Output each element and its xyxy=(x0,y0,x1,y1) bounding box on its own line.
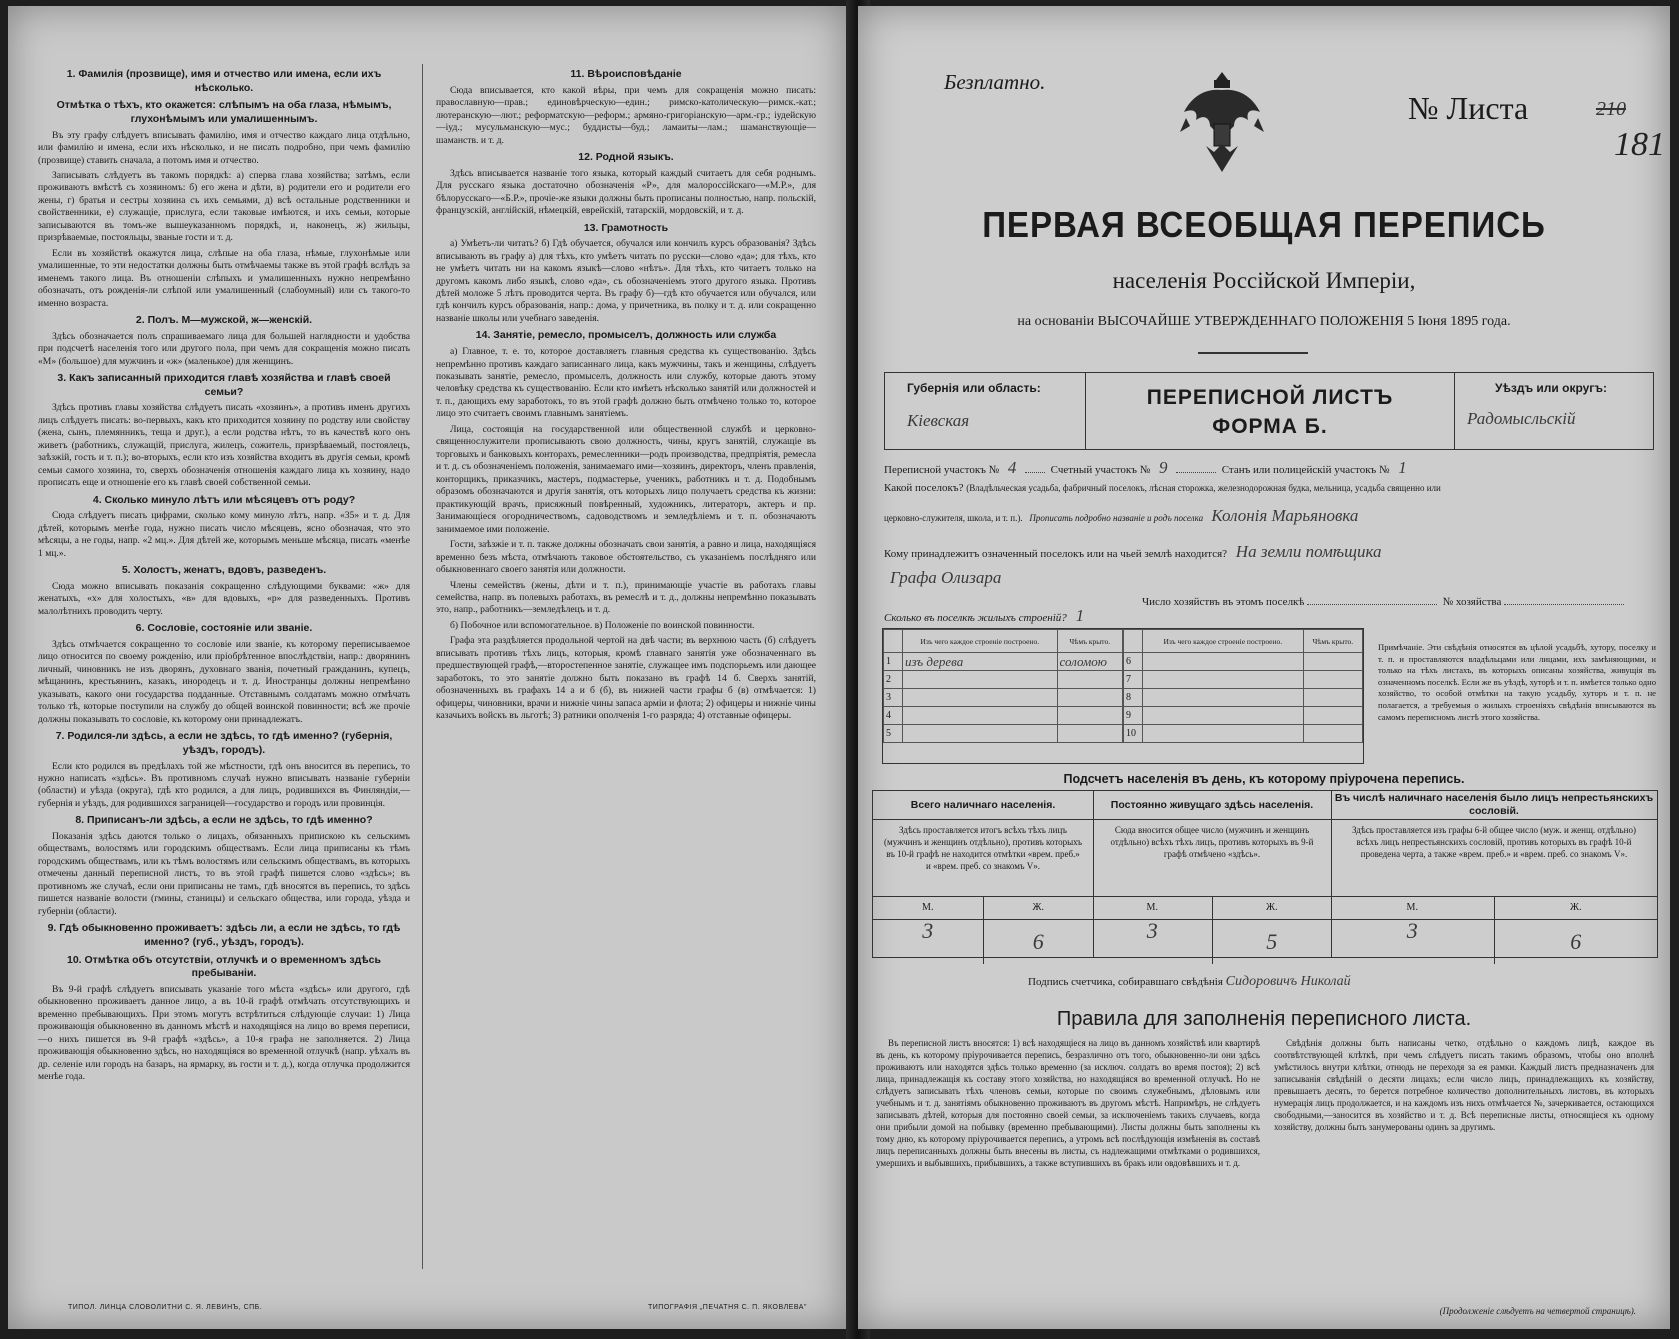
bld-row-num: 3 xyxy=(884,689,903,707)
bld-head-roof: Чѣмъ крыто. xyxy=(1057,630,1123,653)
instruction-paragraph: Если въ хозяйствѣ окажутся лица, слѣпые на оба глаза, нѣмые, глухонѣмые или умалишенные, то эти недостатки должны быть отмѣчаемы также въ этой графѣ вслѣдъ за именемъ такого лица. Въ отношеніи слѣпыхъ и умалишенныхъ нужно непремѣнно обозначать, отъ рожденія-ли слѣпой или умалишенный (слабоумный) или съ такого-то именно возраста. xyxy=(38,247,410,309)
bld-row1-roof: соломою xyxy=(1057,653,1123,671)
instruction-heading: 1. Фамилія (прозвище), имя и отчество или имена, если ихъ нѣсколько. xyxy=(66,68,382,94)
instruction-paragraph: Гости, заѣзжіе и т. п. также должны обозначать свои занятія, а равно и лица, находящіяся временно безъ мѣста, отмѣчають таковое обстоятельство, съ указаніемъ послѣдняго или обыкновеннаго своего занятія или должности. xyxy=(436,539,816,576)
stan-label: Станъ или полицейскій участокъ № xyxy=(1221,464,1390,476)
census-section-value: 4 xyxy=(1007,458,1017,477)
settlement-line-1 xyxy=(884,482,1441,494)
instruction-paragraph: Сюда слѣдуетъ писать цифрами, сколько кому минуло лѣтъ, напр. «35» и т. д. Для дѣтей, которымъ менѣе года, нужно писать число мѣсяцевъ, ясно обозначая, что это мѣсяцы, а не годы, напр. «2 мц.». Для дѣтей же, которымъ меньше мѣсяца, писать «менѣе 1 мц.». xyxy=(38,510,410,559)
instruction-heading: 3. Какъ записанный приходится главѣ хозяйства и главѣ своей семьи? xyxy=(57,372,391,398)
instruction-paragraph: Здѣсь вписывается названіе того языка, который каждый считаетъ для себя роднымъ. Для русскаго языка достаточно обозначенія «Р», для малороссійскаго—«М.Р.», для бѣлорусскаго—«Б.Р.», прочіе-же языки должны быть прописаны полностью, напр. польскій, французскій, англійскій, нѣмецкій, еврейскій, татарскій, мордовскій, и т. д. xyxy=(436,167,816,217)
count-section-label: Счетный участокъ № xyxy=(1050,464,1151,476)
buildings-line xyxy=(884,606,1090,626)
enumerator-signature-line xyxy=(1028,974,1351,990)
instruction-heading: 12. Родной языкъ. xyxy=(578,150,674,163)
bld-row-num: 1 xyxy=(884,653,903,671)
sections-line xyxy=(884,458,1413,478)
buildings-table xyxy=(882,628,1364,764)
instruction-heading: 8. Приписанъ-ли здѣсь, а если не здѣсь, то гдѣ именно? xyxy=(75,814,373,827)
settlement-hint-1: (Владѣльческая усадьба, фабричный поселокъ, лѣсная сторожка, железнодорожная будка, мельница, усадьба священно или xyxy=(966,483,1441,493)
header-boxes xyxy=(884,372,1654,450)
female-label: Ж. xyxy=(1570,902,1582,913)
instruction-paragraph: Въ эту графу слѣдуетъ вписывать фамилію, имя и отчество каждаго лица отдѣльно, или фамилію и имена, если ихъ нѣсколько, и не писать подробно, при чемъ фамилію (прозвище) ставить сначала, а потомъ имя и отчество. xyxy=(38,129,410,166)
buildings-table-right xyxy=(1123,629,1363,763)
instruction-paragraph: а) Умѣетъ-ли читать? б) Гдѣ обучается, обучался или кончилъ курсъ образованія? Здѣсь вписывають въ графу а) для тѣхъ, кто умѣетъ читать по русски—слово «да»; для тѣхъ, кто не умѣетъ читать ни на какомъ языкѣ—слово «нѣтъ». Для тѣхъ, кто читаетъ только на другомъ какомъ либо языкѣ, слово «да», съ обозначеніемъ этого другого языка. Противъ дѣтей моложе 5 лѣтъ проводится черта. Въ графу б)—гдѣ кто обучается или обучался, или гдѣ кончилъ курсъ образованія, напр.: дома, у причетника, въ полку и т. д. или сокращенно названіе школы или учебнаго заведенія. xyxy=(436,238,816,324)
bld-head-roof-2: Чѣмъ крыто. xyxy=(1303,630,1362,653)
settlement-line-2 xyxy=(884,506,1364,526)
instruction-paragraph: Члены семействъ (жены, дѣти и т. п.), принимающіе участіе въ работахъ главы семейства, напр. въ полевыхъ работахъ, въ ремеслѣ и т. д., должны непремѣнно показывать это, напр., работникъ—земледѣлецъ и т. д. xyxy=(436,579,816,616)
district-label: Уѣздъ или округъ: xyxy=(1495,381,1608,395)
settlement-hint-2: церковно-служителя, школа, и т. п.). xyxy=(884,513,1023,523)
households-line xyxy=(1142,596,1624,608)
form-title-line-2: ФОРМА Б. xyxy=(1212,415,1328,439)
buildings-value: 1 xyxy=(1075,606,1085,625)
instruction-paragraph: Если кто родился въ предѣлахъ той же мѣстности, гдѣ онъ вносится въ перепись, то нужно написать «здѣсь». Въ противномъ случаѣ нужно вписывать названіе губерніи (области) и уѣзда (округа), гдѣ кто родился, а для лицъ, родившихся въ Финляндіи,—губернія и уѣздъ, для родившихся заграницей—государство и городъ или провинція. xyxy=(38,760,410,809)
buildings-note: Примѣчаніе. Эти свѣдѣнія относятся въ цѣлой усадьбѣ, хутору, поселку и т. п. и проставляются владѣльцами или лицами, ихъ замѣняющими, и только на тѣхъ листахъ, въ которыхъ описаны хозяйства, живущія въ означенномъ поселкѣ. Если же въ уѣздѣ, хуторѣ и т. п. имѣется только одно хозяйство, то особой отмѣтки на такую усадьбу, хуторъ и т. п. не полагается, а требуемыя о жилыхъ строеніяхъ свѣдѣнія вписываются въ самомъ переписномъ листѣ этого хозяйства. xyxy=(1378,642,1656,722)
bld-row-num: 10 xyxy=(1124,725,1143,743)
owner-value: На земли помѣщика xyxy=(1235,542,1382,561)
count-col-desc: Здѣсь проставляется изъ графы 6-й общее число (муж. и женщ. отдѣльно) всѣхъ лицъ непрестьянскихъ сословій, противъ которыхъ въ графѣ 10-й проведена черта, а также «врем. преб.» и «врем. преб. со знакомъ V». xyxy=(1331,820,1657,897)
free-label: Безплатно. xyxy=(944,70,1046,94)
count-col-head: Въ числѣ наличнаго населенія было лицъ непрестьянскихъ сословій. xyxy=(1331,791,1657,820)
rules-title: Правила для заполненія переписного листа. xyxy=(1056,1008,1472,1030)
count-col-permanent xyxy=(1093,791,1332,957)
census-title: ПЕРВАЯ ВСЕОБЩАЯ ПЕРЕПИСЬ xyxy=(982,204,1546,245)
count-col-desc: Сюда вносится общее число (мужчинъ и женщинъ отдѣльно) всѣхъ тѣхъ лицъ, противъ которыхъ въ 9-й графѣ отмѣчено «здѣсь». xyxy=(1093,820,1331,897)
female-label: Ж. xyxy=(1032,902,1044,913)
bld-row-num: 7 xyxy=(1124,671,1143,689)
female-label: Ж. xyxy=(1266,902,1278,913)
male-label: М. xyxy=(1331,897,1495,919)
female-value: 6 xyxy=(1032,929,1044,954)
male-value: 3 xyxy=(1331,920,1495,964)
right-page xyxy=(858,6,1670,1329)
count-section-value: 9 xyxy=(1158,458,1168,477)
district-box xyxy=(1454,373,1653,449)
household-no-label: № хозяйства xyxy=(1442,596,1502,608)
instruction-paragraph: Сюда можно вписывать показанія сокращенно слѣдующими буквами: «ж» для женатыхъ, «х» для холостыхъ, «в» для вдовыхъ, «р» для разведенныхъ. Противъ малолѣтнихъ проводить черту. xyxy=(38,580,410,617)
census-section-label: Переписной участокъ № xyxy=(884,464,1000,476)
signature-label: Подпись счетчика, собиравшаго свѣдѣнія xyxy=(1028,976,1223,988)
buildings-label: Сколько въ поселкѣ жилыхъ строеній? xyxy=(884,612,1067,624)
instruction-heading: 14. Занятіе, ремесло, промыселъ, должность или служба xyxy=(475,329,777,342)
continued-note: (Продолженіе слѣдуетъ на четвертой страницѣ). xyxy=(1439,1306,1636,1316)
instruction-heading: 11. Вѣроисповѣданіе xyxy=(570,68,682,80)
instruction-paragraph: а) Главное, т. е. то, которое доставляетъ главныя средства къ существованію. Здѣсь непремѣнно противъ каждаго записаннаго лица, какъ мужчины, такъ и женщины, слѣдуетъ показывать занятіе, ремесло, промыселъ, должность или службу, которые даютъ этому человѣку средства къ существованію. Если кто имѣетъ нѣсколько занятій или должностей и т. п., дающихъ ему заработокъ, то въ этой графѣ должно быть отмѣчено только то, которое лицо это считаетъ своимъ главнымъ занятіемъ. xyxy=(436,346,816,420)
double-headed-eagle-emblem xyxy=(1176,68,1268,180)
sheet-number-label: № Листа xyxy=(1408,90,1529,126)
bld-row-num: 2 xyxy=(884,671,903,689)
households-label: Число хозяйствъ въ этомъ поселкѣ xyxy=(1142,596,1305,608)
instruction-heading: 6. Сословіе, состояніе или званіе. xyxy=(135,622,313,635)
instruction-paragraph: Въ 9-й графѣ слѣдуетъ вписывать указаніе того мѣста «здѣсь» или другого, гдѣ обыкновенно проживаетъ данное лицо, а въ 10-й графѣ отмѣчать отсутствующихъ и временно пребывающихъ. При этомъ могутъ встрѣтиться слѣдующіе случаи: 1) Лица проживающія обыкновенно въ данномъ мѣстѣ и находящіяся на лицо во время переписи,—о нихъ пишется въ 9-й графѣ «здѣсь», а 10-я графа не заполняется. 2) Лица проживающія обыкновенно здѣсь, но находящіяся во временной отлучкѣ (напр. уѣхалъ въ др. селеніе или городъ на базаръ, на ярмарку, въ гости и т. д.), когда отлучка продолжится менѣе года. xyxy=(38,983,410,1083)
male-value: 3 xyxy=(1093,920,1213,964)
instruction-paragraph: Здѣсь противъ главы хозяйства слѣдуетъ писать «хозяинъ», а противъ именъ другихъ лицъ слѣдуетъ писать: во-первыхъ, какъ кто приходится хозяину по родству или свойству (жена, сынъ, племянникъ, теща и друг.), а если родства нѣтъ, то въ качествѣ кого онъ живетъ (работникъ, служащій, прислуга, жилецъ, сожитель, призрѣваемый, постоялецъ, заѣзжій, гость и т. п.); во-вторыхъ, если кто изъ хозяйства входитъ въ другія семьи, кромѣ семьи самого хозяина, то, сверхъ обозначенія отношенія каждаго лица къ хозяину, надо прописать еще и отношеніе его къ главѣ своей собственной семьи. xyxy=(38,402,410,489)
instruction-paragraph: Сюда вписывается, кто какой вѣры, при чемъ для сокращенія можно писать: православную—прав.; единовѣрческую—един.; римско-католическую—римск.-кат.; лютеранскую—лют.; реформатскую—реформ.; армяно-григоріанскую—арм.-гр.; іудейскую—іуд.; мусульманскую—мус.; буддисты—буд.; ламаиты—лам.; шаманствующіе—шаманств. и т. д. xyxy=(436,84,816,146)
district-value: Радомысльскій xyxy=(1467,409,1576,428)
instruction-heading: 4. Сколько минуло лѣтъ или мѣсяцевъ отъ роду? xyxy=(92,493,356,506)
instruction-heading: Отмѣтка о тѣхъ, кто окажется: слѣпымъ на оба глаза, нѣмымъ, глухонѣмымъ или умалишеннымъ. xyxy=(56,99,392,125)
settlement-value: Колонія Марьяновка xyxy=(1211,506,1359,525)
province-box xyxy=(885,373,1086,449)
bld-head-material-2: Изъ чего каждое строеніе построено. xyxy=(1143,630,1304,653)
count-col-head: Постоянно живущаго здѣсь населенія. xyxy=(1093,791,1331,820)
form-title-line-1: ПЕРЕПИСНОЙ ЛИСТЪ xyxy=(1146,386,1394,409)
male-value: 3 xyxy=(873,920,984,964)
instruction-paragraph: Здѣсь обозначается полъ спрашиваемаго лица для большей наглядности и удобства при подсчетѣ населенія того или другого пола, при чемъ для сокращенія можно писать «М» (большое) для мужчинъ и «ж» (маленькое) для женщинъ. xyxy=(38,330,410,367)
signature-value: Сидоровичъ Николай xyxy=(1225,974,1351,989)
bld-row-num: 9 xyxy=(1124,707,1143,725)
rules-column-right xyxy=(1274,1038,1654,1136)
province-value: Кіевская xyxy=(907,411,970,430)
owner-label: Кому принадлежитъ означенный поселокъ или на чьей землѣ находится? xyxy=(884,548,1228,560)
title-rule xyxy=(1198,352,1308,354)
settlement-label: Какой поселокъ? xyxy=(884,482,964,494)
instruction-heading: 10. Отмѣтка объ отсутствіи, отлучкѣ и о временномъ здѣсь пребываніи. xyxy=(67,953,381,980)
instruction-heading: 5. Холостъ, женатъ, вдовъ, разведенъ. xyxy=(121,564,327,577)
instructions-column-1 xyxy=(38,64,410,1224)
owner-line xyxy=(884,542,1388,562)
female-value: 6 xyxy=(1570,929,1582,954)
imprint-left: ТИПОЛ. ЛИНЦА СЛОВОЛИТНИ С. Я. ЛЕВИНЪ, СПБ. xyxy=(68,1304,263,1311)
census-subtitle: населенія Россійской Имперіи, xyxy=(1112,268,1416,293)
owner-value-2: Графа Олизара xyxy=(890,568,1002,587)
count-col-head: Всего наличнаго населенія. xyxy=(873,791,1093,820)
legal-basis: на основаніи ВЫСОЧАЙШЕ УТВЕРЖДЕННАГО ПОЛОЖЕНІЯ 5 Іюня 1895 года. xyxy=(1017,314,1511,329)
female-value: 5 xyxy=(1266,929,1278,954)
instruction-paragraph: Лица, состоящія на государственной или общественной службѣ и церковно-священнослужители прописывають свою должность, чины, кругъ занятій, служащіе въ торговыхъ и банковыхъ конторахъ, ремесленники—родъ производства, предпріятія, ремесла и т. д. съ обозначеніемъ положенія, занимаемаго ими—хозяинъ, директоръ, членъ правленія, конторщикъ, приказчикъ, мастеръ, подмастерье, ученикъ, работникъ и т. д. Подобнымъ образомъ обозначаются и другія занятія, отъ которыхъ лицо получаетъ средства къ жизни: практикующій врачъ, присяжный повѣренный, художникъ, литераторъ, актеръ и пр. Занимающіеся огородничествомъ, садоводствомъ и земледѣліемъ и т. п. обозначаютъ занимаемое ими положеніе. xyxy=(436,423,816,535)
left-page xyxy=(8,6,846,1329)
instructions-column-2 xyxy=(436,64,816,1224)
rules-text: Свѣдѣнія должны быть написаны четко, отдѣльно о каждомъ лицѣ, каждое въ соотвѣтствующей клѣткѣ, при чемъ слѣдуетъ писать такимъ образомъ, чтобы оно вполнѣ умѣстилось внутри клѣтки, отнюдь не переходя за ея рамки. Каждый листъ предназначенъ для записыванія свѣдѣній о десяти лицахъ; если число лицъ, принадлежащихъ къ хозяйству, превышаетъ десять, то берется потребное количество дополнительныхъ листовъ, въ которыхъ нумерація лицъ продолжается, и на каждомъ изъ нихъ отмѣчается №, зачеркивается, остающихся свободными,—заносится въ хозяйство и т. д. Всѣ переписные листы, относящіеся къ одному хозяйству, должны быть занумерованы одинъ за другимъ. xyxy=(1274,1038,1654,1132)
instruction-heading: 2. Полъ. М—мужской, ж—женскій. xyxy=(135,314,313,327)
bld-head-material: Изъ чего каждое строеніе построено. xyxy=(903,630,1058,653)
province-label: Губернія или область: xyxy=(907,381,1041,395)
instruction-paragraph: Показанія здѣсь даются только о лицахъ, обязанныхъ припискою къ сельскимъ обществамъ, волостямъ или городскимъ обществамъ. Если лица приписаны къ тѣмъ городскимъ обществамъ, или къ тѣмъ волостямъ или сельскимъ обществамъ, въ которыхъ отмечены данный переписной листъ, то въ этой графѣ пишется слово «здѣсь»; въ противномъ же случаѣ, если они приписаны не тамъ, гдѣ вносятся въ перепись, то здѣсь пишется названіе волости (гмины, станицы) и сельскаго общества, или города, уѣзда и губерніи (области). xyxy=(38,831,410,917)
rules-column-left xyxy=(876,1038,1260,1172)
instruction-heading: 13. Грамотность xyxy=(583,221,669,234)
sheet-number-handwritten: 181 xyxy=(1614,126,1665,163)
instruction-paragraph: Здѣсь отмѣчается сокращенно то сословіе или званіе, къ которому переписываемое лицо относится по своему рожденію, или пріобрѣтенное впослѣдствіи, напр.: дворянинъ личный, чиновникъ не изъ дворянъ, духовнаго званія, почетный гражданинъ, купецъ, мѣщанинъ, крестьянинъ, казакъ, инородецъ и т. д. Иностранцы должны непремѣнно указывать, какого они государства подданные. Отставнымъ солдатамъ можно отмѣчать только тѣ, которые поступили на службу до общей воинской повинности; всѣ же прочіе должны показывать то сословіе, къ которому они принадлежатъ. xyxy=(38,638,410,725)
count-col-desc: Здѣсь проставляется итогъ всѣхъ тѣхъ лицъ (мужчинъ и женщинъ отдѣльно), противъ которыхъ въ 10-й графѣ не находится отмѣтки «врем. преб.» и «врем. преб. со знакомъ V». xyxy=(873,820,1093,897)
instruction-heading: 7. Родился-ли здѣсь, а если не здѣсь, то гдѣ именно? (губернія, уѣздъ, городъ). xyxy=(55,730,393,756)
instruction-paragraph: Графа эта раздѣляется продольной чертой на двѣ части; въ верхнюю часть (б) слѣдуетъ вписывать противъ тѣхъ лицъ, которыя, кромѣ главнаго занятія уже обозначеннаго въ предшествующей графѣ,—второстепенное занятіе, служащее имъ подспорьемъ или дающее заработокъ, то это занятіе должно быть показано въ графѣ 14 б. Сверхъ занятій, обозначенныхъ въ графахъ 14 а и б (б), въ нижней части графы б (в) отмѣчается: 1) офицеры, чиновники, врачи и нижніе чины запаса арміи и флота; 2) офицеры и нижніе чины казачьихъ войскъ въ льготѣ; 3) ратники ополченія 1-го разряда; 4) отставные офицеры. xyxy=(436,635,816,722)
imprint-right: ТИПОГРАФІЯ „ПЕЧАТНЯ С. П. ЯКОВЛЕВА" xyxy=(648,1304,807,1311)
count-col-nonpeasant xyxy=(1331,791,1657,957)
population-count-table xyxy=(872,790,1658,958)
count-col-total xyxy=(873,791,1094,957)
buildings-table-left xyxy=(883,629,1123,763)
bld-row1-material: изъ дерева xyxy=(903,653,1058,671)
instruction-heading: 9. Гдѣ обыкновенно проживаетъ: здѣсь ли, а если не здѣсь, то гдѣ именно? (губ., уѣздъ, городъ). xyxy=(47,922,401,948)
bld-row-num: 6 xyxy=(1124,653,1143,671)
count-title: Подсчетъ населенія въ день, къ которому пріурочена перепись. xyxy=(1063,772,1465,786)
sheet-number-crossed: 210 xyxy=(1596,98,1626,120)
instruction-paragraph: Записывать слѣдуетъ въ такомъ порядкѣ: а) сперва глава хозяйства; затѣмъ, если проживаютъ вмѣстѣ съ хозяиномъ: б) его жена и дѣти, в) родители его и родители его жены, г) братья и сестры хозяина съ ихъ семьями, д) всѣ остальные родственники и свойственники, е) служащіе, прислуга, если таковые имѣются, и ихъ семьи, которые записываются въ томъ-же вышеуказанномъ порядкѣ, и, наконецъ, ж) жильцы, призрѣваемые, постояльцы, званые гости и т. д. xyxy=(38,169,410,244)
instruction-paragraph: б) Побочное или вспомогательное. в) Положеніе по воинской повинности. xyxy=(450,619,755,631)
column-divider xyxy=(422,64,423,1269)
bld-row-num: 4 xyxy=(884,707,903,725)
rules-text: Въ переписной листъ вносятся: 1) всѣ находящіеся на лицо въ данномъ хозяйствѣ или квартирѣ въ день, къ которому пріурочивается перепись, безразлично отъ того, обыкновенно-ли они здѣсь проживаютъ или находятся здѣсь только временно (за исключ. солдатъ во время постоя); 2) всѣ лица, принадлежащія къ составу этого хозяйства, но находящіяся во временной отлучкѣ. Но не слѣдуетъ записывать тѣхъ членовъ семьи, которые по своимъ служебнымъ, дѣловымъ или учебнымъ и т. д. занятіямъ обыкновенно проживаютъ въ другомъ мѣстѣ. Напримѣръ, не слѣдуетъ записывать дѣтей, которыя для постоянно своей семьи, за исключеніемъ такихъ случаевъ, когда они прибыли домой на побывку (временно пребывающими). Листы должны быть заполнены къ тому дню, къ которому пріурочивается перепись, а утромъ всѣ послѣдующія измѣненія въ составѣ лицъ переписанныхъ должны быть внесены въ листы, съ надлежащими отмѣтками о родившихся, умершихъ и выбывшихъ, прибывшихъ, а также вступившихъ въ бракъ или овдовѣвшихъ и т. д. xyxy=(876,1038,1260,1168)
settlement-hint-3: Прописать подробно названіе и родъ поселка xyxy=(1029,513,1204,523)
owner-line-2 xyxy=(884,568,1007,588)
male-label: М. xyxy=(873,897,984,919)
male-label: М. xyxy=(1093,897,1213,919)
stan-value: 1 xyxy=(1398,458,1407,477)
bld-row-num: 8 xyxy=(1124,689,1143,707)
form-title xyxy=(1085,383,1455,442)
bld-row-num: 5 xyxy=(884,725,903,743)
